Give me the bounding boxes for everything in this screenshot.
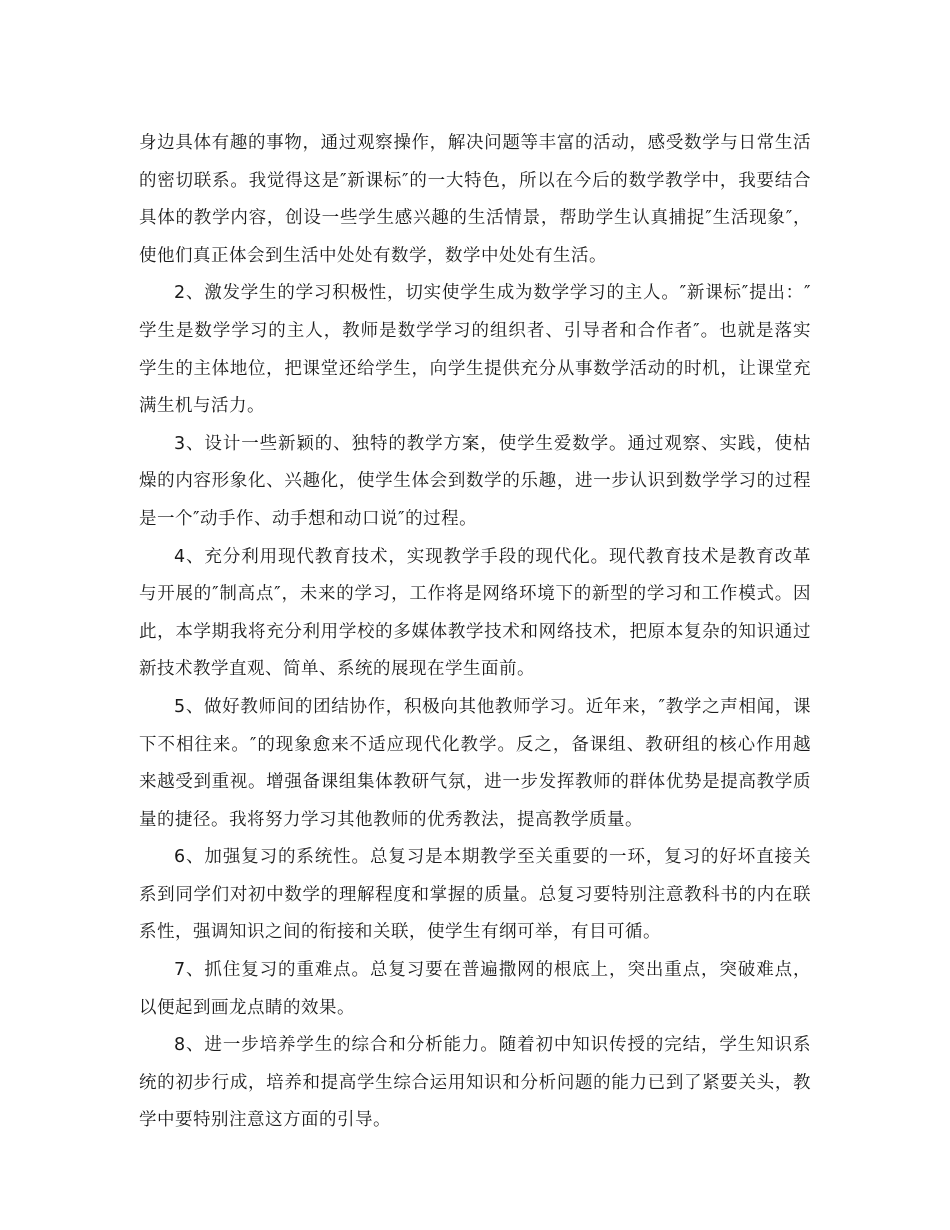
paragraph-item-7: 7、抓住复习的重难点。总复习要在普遍撒网的根底上，突出重点，突破难点，以便起到画龙点睛的效果。 xyxy=(139,960,811,1018)
document-page xyxy=(139,125,811,1140)
paragraph-item-8: 8、进一步培养学生的综合和分析能力。随着初中知识传授的完结，学生知识系统的初步行成，培养和提高学生综合运用知识和分析问题的能力已到了紧要关头，教学中要特别注意这方面的引导。 xyxy=(139,1035,811,1131)
paragraph-item-5: 5、做好教师间的团结协作，积极向其他教师学习。近年来，″教学之声相闻，课下不相往来。″的现象愈来不适应现代化教学。反之，备课组、教研组的核心作用越来越受到重视。增强备课组集体教研气氛，进一步发挥教师的群体优势是提高教学质量的捷径。我将努力学习其他教师的优秀教法，提高教学质量。 xyxy=(139,696,811,830)
paragraph-item-4: 4、充分利用现代教育技术，实现教学手段的现代化。现代教育技术是教育改革与开展的″制高点″，未来的学习，工作将是网络环境下的新型的学习和工作模式。因此，本学期我将充分利用学校的多媒体教学技术和网络技术，把原本复杂的知识通过新技术教学直观、简单、系统的展现在学生面前。 xyxy=(139,546,811,680)
paragraph-item-3: 3、设计一些新颖的、独特的教学方案，使学生爱数学。通过观察、实践，使枯燥的内容形象化、兴趣化，使学生体会到数学的乐趣，进一步认识到数学学习的过程是一个″动手作、动手想和动口说″的过程。 xyxy=(139,433,811,529)
paragraph-item-6: 6、加强复习的系统性。总复习是本期教学至关重要的一环，复习的好坏直接关系到同学们对初中数学的理解程度和掌握的质量。总复习要特别注意教科书的内在联系性，强调知识之间的衔接和关联，使学生有纲可举，有目可循。 xyxy=(139,847,811,943)
paragraph-item-2: 2、激发学生的学习积极性，切实使学生成为数学学习的主人。″新课标″提出：″学生是数学学习的主人，教师是数学学习的组织者、引导者和合作者″。也就是落实学生的主体地位，把课堂还给学生，向学生提供充分从事数学活动的时机，让课堂充满生机与活力。 xyxy=(139,283,811,417)
paragraph-continuation: 身边具体有趣的事物，通过观察操作，解决问题等丰富的活动，感受数学与日常生活的密切联系。我觉得这是″新课标″的一大特色，所以在今后的数学教学中，我要结合具体的教学内容，创设一些学生感兴趣的生活情景，帮助学生认真捕捉″生活现象″，使他们真正体会到生活中处处有数学，数学中处处有生活。 xyxy=(139,133,811,266)
